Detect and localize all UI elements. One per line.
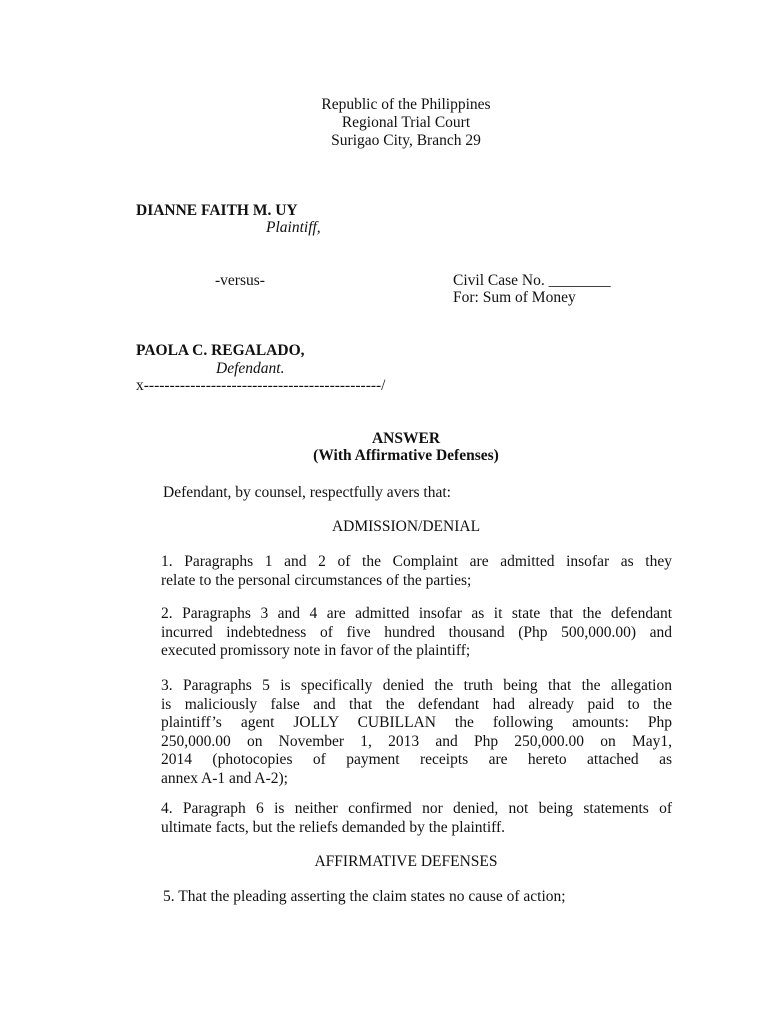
defendant-role: Defendant.: [216, 360, 285, 377]
paragraph-3-line-1: 3. Paragraphs 5 is specifically denied the truth being that the allegation: [161, 677, 672, 694]
paragraph-2-line-3: executed promissory note in favor of the plaintiff;: [161, 642, 471, 659]
paragraph-2-line-2: incurred indebtedness of five hundred thousand (Php 500,000.00) and: [161, 623, 672, 641]
paragraph-3-line-4: 250,000.00 on November 1, 2013 and Php 250,000.00 on May1,: [161, 732, 672, 750]
document-subtitle: (With Affirmative Defenses): [313, 447, 499, 464]
paragraph-1-line-2: relate to the personal circumstances of the parties;: [161, 571, 472, 589]
paragraph-3-line-6: annex A-1 and A-2);: [161, 769, 288, 787]
paragraph-4-line-1: 4. Paragraph 6 is neither confirmed nor denied, not being statements of: [161, 800, 672, 817]
paragraph-3-line-5: 2014 (photocopies of payment receipts are hereto attached as: [161, 751, 672, 768]
civil-case-number: Civil Case No. ________: [453, 272, 611, 289]
paragraph-3: [161, 677, 672, 788]
header-republic: Republic of the Philippines: [321, 96, 491, 113]
case-nature: For: Sum of Money: [453, 289, 576, 306]
document-title: ANSWER: [371, 430, 441, 447]
header-court: Regional Trial Court: [341, 114, 471, 131]
paragraph-1: [161, 553, 672, 590]
paragraph-2-line-1: 2. Paragraphs 3 and 4 are admitted insofar as it state that the defendant: [161, 605, 672, 622]
paragraph-3-line-2: is maliciously false and that the defendant had already paid to the: [161, 695, 672, 713]
defendant-name: PAOLA C. REGALADO,: [136, 342, 305, 359]
plaintiff-role: Plaintiff,: [266, 219, 321, 236]
intro-text: Defendant, by counsel, respectfully avers that:: [163, 484, 451, 501]
plaintiff-name: DIANNE FAITH M. UY: [136, 202, 298, 219]
paragraph-3-line-3: plaintiff’s agent JOLLY CUBILLAN the following amounts: Php: [161, 714, 672, 731]
header-branch: Surigao City, Branch 29: [331, 132, 481, 149]
section-heading-affirmative: AFFIRMATIVE DEFENSES: [314, 853, 498, 870]
section-heading-admission: ADMISSION/DENIAL: [331, 518, 481, 535]
paragraph-1-line-1: 1. Paragraphs 1 and 2 of the Complaint are admitted insofar as they: [161, 553, 672, 570]
caption-separator: x----------------------------------------------/: [136, 377, 386, 394]
paragraph-4-line-2: ultimate facts, but the reliefs demanded by the plaintiff.: [161, 818, 506, 836]
paragraph-2: [161, 605, 672, 661]
paragraph-4: [161, 800, 672, 837]
paragraph-5: 5. That the pleading asserting the claim states no cause of action;: [163, 888, 566, 905]
versus-label: -versus-: [215, 272, 265, 289]
